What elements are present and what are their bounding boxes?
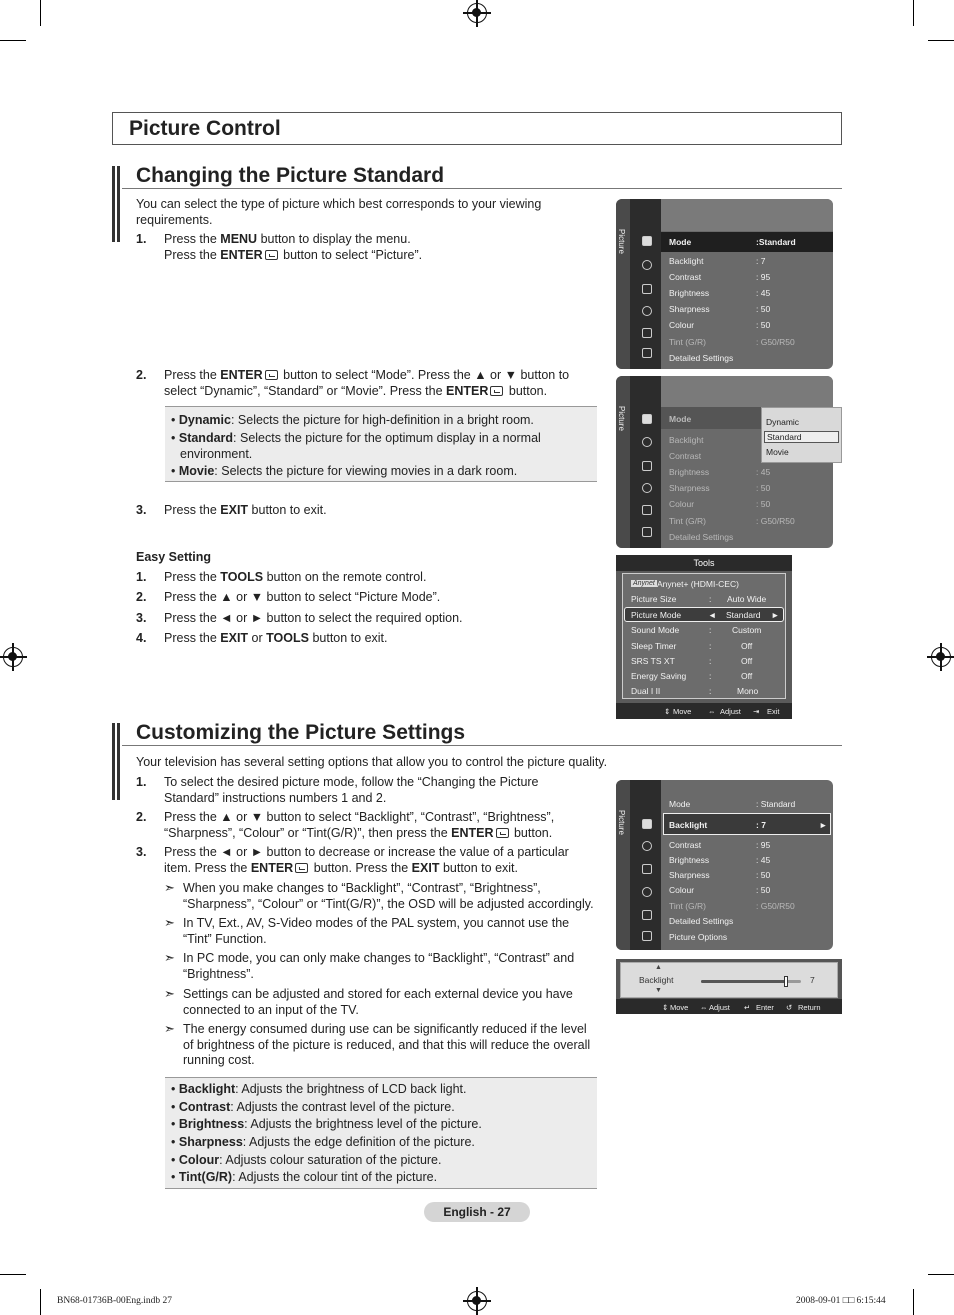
osd-row[interactable]: Sharpness	[669, 304, 710, 314]
intro-text-2: Your television has several setting options that allow you to control the picture quality.	[136, 755, 608, 769]
osd-row[interactable]: Brightness	[669, 855, 710, 865]
note-arrow-icon: ➣	[164, 950, 175, 965]
step-number: 2.	[136, 368, 147, 382]
support-icon	[642, 527, 652, 537]
tools-row[interactable]: Sound Mode	[631, 625, 680, 635]
note-2: In TV, Ext., AV, S-Video modes of the PAL system, you cannot use the “Tint” Function.	[183, 916, 570, 946]
osd-value: : 50	[756, 885, 771, 895]
backlight-slider-track[interactable]	[701, 980, 801, 983]
leftright-icon: ⇔	[700, 1003, 708, 1012]
osd-row[interactable]: Contrast	[669, 272, 702, 282]
exit-icon: ⇥	[753, 707, 760, 716]
osd-row[interactable]: Detailed Settings	[669, 916, 734, 926]
enter-icon	[490, 386, 503, 396]
note-arrow-icon: ➣	[164, 880, 175, 895]
step-number: 1.	[136, 570, 147, 584]
dropdown-option-standard[interactable]: Standard	[764, 431, 839, 443]
note-5: The energy consumed during use can be significantly reduced if the level of brightness of the picture is reduced, and that this will reduce the overall running cost.	[183, 1022, 591, 1067]
mode-dynamic: • Dynamic: Selects the picture for high-definition in a bright room.	[171, 413, 534, 427]
osd-row[interactable]: Sharpness	[669, 870, 710, 880]
osd-row[interactable]: Mode	[669, 799, 691, 809]
enter-icon	[265, 370, 278, 380]
osd-row[interactable]: Colour	[669, 499, 695, 509]
mode-info-box	[165, 406, 597, 482]
page-number-badge: English - 27	[424, 1202, 530, 1222]
step-number: 4.	[136, 631, 147, 645]
osd-side-label: Picture	[617, 810, 626, 835]
registration-mark-left	[3, 647, 23, 667]
setup-icon	[642, 483, 652, 493]
tools-row[interactable]: Picture Size	[631, 594, 677, 604]
osd-value: : 7	[756, 256, 766, 266]
osd-value: : Standard	[756, 799, 796, 809]
return-icon: ↺	[786, 1003, 793, 1012]
setting-colour: • Colour: Adjusts colour saturation of the picture.	[171, 1153, 442, 1167]
sound-icon	[642, 437, 652, 447]
step-3-text: Press the EXIT button to exit.	[164, 503, 327, 517]
footer-move: Move	[673, 707, 692, 716]
step-number: 3.	[136, 503, 147, 517]
osd-row[interactable]: Contrast	[669, 451, 702, 461]
osd-value: : 95	[756, 272, 771, 282]
easy-step-2: Press the ▲ or ▼ button to select “Picture Mode”.	[164, 590, 441, 604]
right-arrow-icon[interactable]: ►	[819, 820, 828, 830]
dropdown-option-movie[interactable]: Movie	[766, 447, 789, 457]
osd-row[interactable]: Picture Options	[669, 932, 728, 942]
footer-return: Return	[798, 1003, 821, 1012]
setting-tint: • Tint(G/R): Adjusts the colour tint of the picture.	[171, 1170, 438, 1184]
mode-standard: • Standard: Selects the picture for the optimum display in a normal environment.	[171, 431, 541, 461]
osd-row[interactable]: Tint (G/R)	[669, 337, 706, 347]
osd-value: : 50	[756, 483, 771, 493]
osd-side-label: Picture	[617, 229, 626, 254]
osd-value: : 45	[756, 288, 771, 298]
osd-row[interactable]: Backlight	[669, 820, 708, 830]
backlight-value: 7	[810, 975, 815, 985]
section-bar	[112, 723, 122, 800]
osd-value: : G50/R50	[756, 516, 795, 526]
picture-icon	[642, 236, 652, 246]
up-arrow-icon[interactable]: ▲	[655, 964, 662, 971]
leftright-icon: ⇔	[708, 707, 716, 716]
channel-icon	[642, 284, 652, 294]
note-4: Settings can be adjusted and stored for each external device you have connected to an input of the TV.	[183, 987, 573, 1017]
enter-icon	[295, 863, 308, 873]
tools-row[interactable]: Dual I II	[631, 686, 661, 696]
step-number: 3.	[136, 845, 147, 859]
osd-row[interactable]: Contrast	[669, 840, 702, 850]
osd-picture-menu-3	[616, 780, 833, 950]
custom-step-3: Press the ◄ or ► button to decrease or increase the value of a particular item. Press the ENTER button. Press the EXIT button to exit.	[164, 845, 569, 875]
footer-adjust: Adjust	[720, 707, 741, 716]
intro-text-1: You can select the type of picture which best corresponds to your viewing requirements.	[136, 197, 542, 227]
sound-icon	[642, 841, 652, 851]
tools-row[interactable]: Energy Saving	[631, 671, 687, 681]
enter-icon: ↵	[744, 1003, 751, 1012]
registration-mark-right	[931, 647, 951, 667]
note-arrow-icon: ➣	[164, 986, 175, 1001]
section-title-2: Customizing the Picture Settings	[136, 721, 466, 744]
easy-step-4: Press the EXIT or TOOLS button to exit.	[164, 631, 388, 645]
step-1-text: Press the MENU button to display the menu. Press the ENTER button to select “Picture”.	[164, 232, 423, 262]
osd-row[interactable]: Tint (G/R)	[669, 901, 706, 911]
support-icon	[642, 348, 652, 358]
footer-exit: Exit	[767, 707, 780, 716]
settings-info-box	[165, 1077, 597, 1189]
osd-value: : 50	[756, 320, 771, 330]
osd-row[interactable]: Mode	[669, 414, 692, 424]
note-3: In PC mode, you can only make changes to “Backlight”, “Contrast” and “Brightness”.	[183, 951, 575, 981]
tools-row[interactable]: SRS TS XT	[631, 656, 675, 666]
input-icon	[642, 910, 652, 920]
footer-adjust: Adjust	[709, 1003, 730, 1012]
enter-icon	[496, 828, 509, 838]
osd-picture-menu-1	[616, 199, 833, 369]
sound-icon	[642, 260, 652, 270]
osd-row[interactable]: Backlight	[669, 435, 704, 445]
dropdown-option-dynamic[interactable]: Dynamic	[766, 417, 800, 427]
setting-brightness: • Brightness: Adjusts the brightness level of the picture.	[171, 1117, 482, 1131]
tools-row[interactable]: Sleep Timer	[631, 641, 677, 651]
backlight-slider-fill	[701, 980, 786, 983]
step-number: 1.	[136, 232, 147, 246]
osd-value: : G50/R50	[756, 901, 795, 911]
backlight-adjust-osd	[616, 959, 842, 1014]
osd-value: : 95	[756, 840, 771, 850]
tools-title: Tools	[616, 555, 792, 571]
updown-icon: ⇕	[662, 1003, 669, 1012]
tools-menu: Tools Anynet Anynet+ (HDMI-CEC) Picture Size : Auto Wide Picture Mode ◄ Standard ► Sound Mode : Custom Sleep Timer : Off SRS TS XT : Off Energy Saving : Off Dual I II : Mono ⇕ Move ⇔ Adjust ⇥ Exit	[616, 555, 792, 719]
osd-value: : 50	[756, 870, 771, 880]
input-icon	[642, 328, 652, 338]
easy-setting-title: Easy Setting	[136, 550, 212, 564]
registration-mark-top	[467, 3, 487, 23]
setup-icon	[642, 887, 652, 897]
note-arrow-icon: ➣	[164, 1021, 175, 1036]
custom-step-1: To select the desired picture mode, follow the “Changing the Picture Standard” instructions numbers 1 and 2.	[164, 775, 539, 805]
footer-move: Move	[670, 1003, 689, 1012]
osd-row[interactable]: Mode	[669, 237, 692, 247]
support-icon	[642, 931, 652, 941]
section-rule	[122, 188, 842, 189]
footer-right: 2008-09-01 □□ 6:15:44	[796, 1296, 886, 1306]
enter-icon	[265, 250, 278, 260]
mode-movie: • Movie: Selects the picture for viewing movies in a dark room.	[171, 464, 518, 478]
step-number: 1.	[136, 775, 147, 789]
osd-value: : 7	[756, 820, 766, 830]
setting-backlight: • Backlight: Adjusts the brightness of LCD back light.	[171, 1082, 467, 1096]
picture-icon	[642, 414, 652, 424]
down-arrow-icon[interactable]: ▼	[655, 987, 662, 994]
easy-step-3: Press the ◄ or ► button to select the required option.	[164, 611, 463, 625]
osd-row[interactable]: Colour	[669, 885, 695, 895]
tools-row[interactable]: Anynet+ (HDMI-CEC)	[657, 579, 739, 589]
tools-row[interactable]: Picture Mode	[631, 610, 682, 620]
osd-row[interactable]: Detailed Settings	[669, 532, 734, 542]
osd-value: : 45	[756, 467, 771, 477]
step-number: 2.	[136, 810, 147, 824]
osd-side-label: Picture	[617, 406, 626, 431]
section-title-1: Changing the Picture Standard	[136, 164, 445, 187]
picture-icon	[642, 819, 652, 829]
section-bar	[112, 166, 122, 242]
note-arrow-icon: ➣	[164, 915, 175, 930]
anynet-logo: Anynet	[633, 580, 655, 587]
osd-row[interactable]: Backlight	[669, 256, 704, 266]
page-title: Picture Control	[129, 117, 281, 140]
osd-row[interactable]: Brightness	[669, 288, 710, 298]
setting-contrast: • Contrast: Adjusts the contrast level of the picture.	[171, 1100, 455, 1114]
main-title-box	[112, 112, 842, 145]
input-icon	[642, 505, 652, 515]
setup-icon	[642, 306, 652, 316]
channel-icon	[642, 461, 652, 471]
osd-row[interactable]: Detailed Settings	[669, 353, 734, 363]
osd-value: : G50/R50	[756, 337, 795, 347]
backlight-slider-knob[interactable]	[784, 976, 788, 987]
mode-dropdown[interactable]	[761, 407, 842, 463]
section-rule	[122, 745, 842, 746]
footer-enter: Enter	[756, 1003, 774, 1012]
note-1: When you make changes to “Backlight”, “Contrast”, “Brightness”, “Sharpness”, “Colour” or “Tint(G/R)”, the OSD will be adjusted accordingly.	[183, 881, 594, 911]
custom-step-2: Press the ▲ or ▼ button to select “Backlight”, “Contrast”, “Brightness”, “Sharpness”, “Colour” or “Tint(G/R)”, then press the ENTER button.	[164, 810, 555, 840]
osd-row[interactable]: Tint (G/R)	[669, 516, 706, 526]
registration-mark-bottom	[467, 1291, 487, 1311]
osd-value: : 45	[756, 855, 771, 865]
footer-left: BN68-01736B-00Eng.indb 27	[57, 1296, 173, 1306]
step-2-text: Press the ENTER button to select “Mode”. Press the ▲ or ▼ button to select “Dynamic”, “Standard” or “Movie”. Press the ENTER button.	[164, 368, 570, 398]
step-number: 2.	[136, 590, 147, 604]
easy-step-1: Press the TOOLS button on the remote control.	[164, 570, 427, 584]
osd-value: :Standard	[756, 237, 796, 247]
osd-row[interactable]: Brightness	[669, 467, 710, 477]
setting-sharpness: • Sharpness: Adjusts the edge definition of the picture.	[171, 1135, 475, 1149]
step-number: 3.	[136, 611, 147, 625]
backlight-label: Backlight	[639, 975, 674, 985]
osd-row[interactable]: Sharpness	[669, 483, 710, 493]
osd-value: : 50	[756, 499, 771, 509]
osd-value: : 50	[756, 304, 771, 314]
osd-row[interactable]: Colour	[669, 320, 695, 330]
updown-icon: ⇕	[664, 707, 671, 716]
channel-icon	[642, 864, 652, 874]
